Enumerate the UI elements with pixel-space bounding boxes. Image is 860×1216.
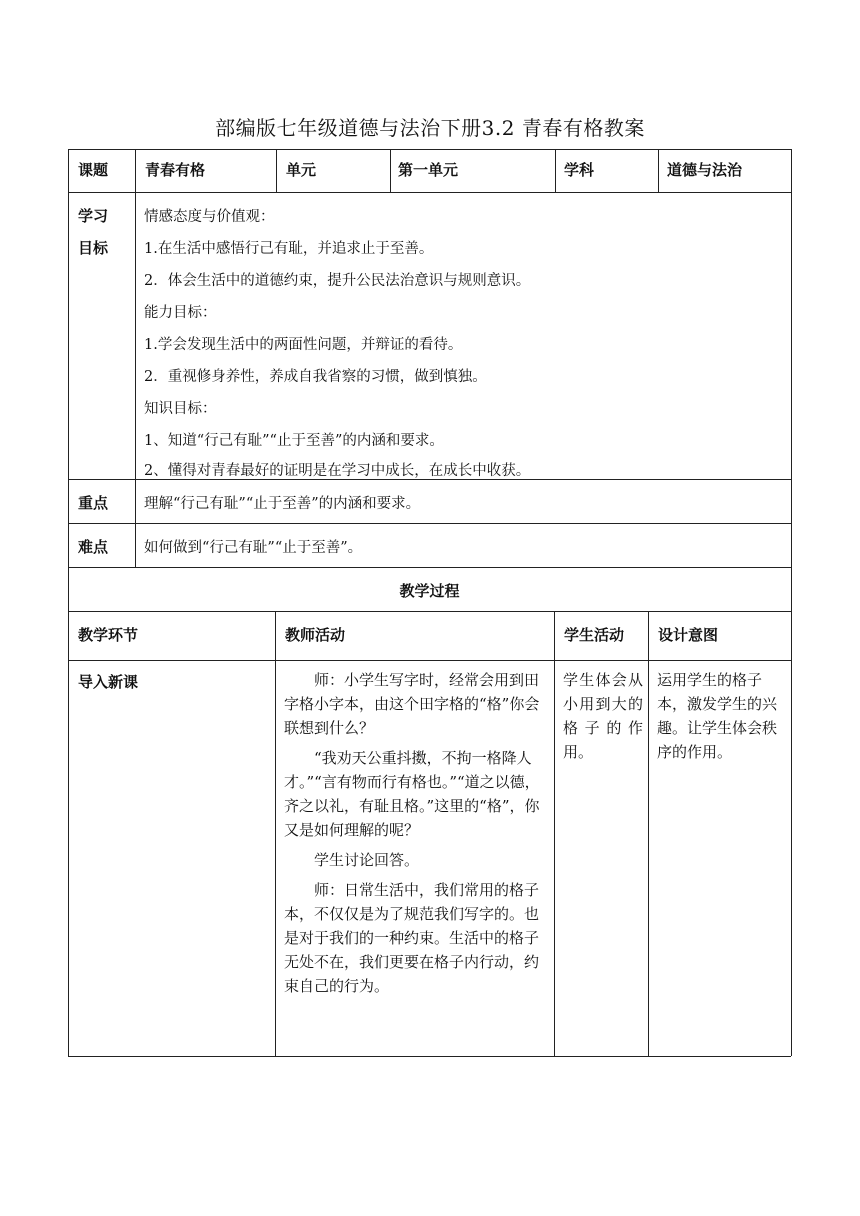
topic-value: 青春有格 [145, 161, 206, 179]
difficulty-label: 难点 [78, 538, 109, 556]
key-point-label: 重点 [78, 494, 109, 512]
key-point-text: 理解“行己有耻”“止于至善”的内涵和要求。 [144, 496, 421, 512]
column-header-teacher: 教师活动 [285, 626, 346, 644]
column-header-stage: 教学环节 [78, 626, 139, 644]
teacher-activity-cell [284, 668, 546, 998]
teacher-paragraph: 师：小学生写字时，经常会用到田字格小字本，由这个田字格的“格”你会联想到什么？ [284, 671, 540, 737]
objectives-label-line1: 学习 [78, 207, 109, 225]
subject-label: 学科 [564, 161, 595, 179]
objective-line: 1.在生活中感悟行己有耻，并追求止于至善。 [144, 241, 434, 257]
subject-value: 道德与法治 [667, 161, 743, 179]
topic-label: 课题 [78, 161, 109, 179]
objective-line: 知识目标： [144, 401, 217, 417]
objective-line: 1.学会发现生活中的两面性问题，并辩证的看待。 [144, 337, 463, 353]
document-title: 部编版七年级道德与法治下册3.2 青春有格教案 [215, 116, 645, 140]
column-header-student: 学生活动 [564, 626, 625, 644]
teacher-paragraph: 师：日常生活中，我们常用的格子本，不仅仅是为了规范我们写字的。也是对于我们的一种约束。生活中的格子无处不在，我们更要在格子内行动，约束自己的行为。 [284, 881, 540, 995]
difficulty-text: 如何做到“行己有耻”“止于至善”。 [144, 540, 363, 556]
objective-line: 2．体会生活中的道德约束，提升公民法治意识与规则意识。 [144, 273, 531, 289]
stage-cell: 导入新课 [78, 673, 139, 691]
objective-line: 1、知道“行己有耻”“止于至善”的内涵和要求。 [144, 433, 444, 449]
header-row [0, 149, 860, 192]
objective-line: 2、懂得对青春最好的证明是在学习中成长，在成长中收获。 [144, 463, 531, 479]
student-activity-cell: 学生体会从小用到大的格子的作用。 [563, 671, 643, 761]
unit-value: 第一单元 [398, 161, 459, 179]
design-intent-cell: 运用学生的格子本，激发学生的兴趣。让学生体会秩序的作用。 [657, 671, 778, 761]
teacher-paragraph: 学生讨论回答。 [314, 851, 420, 869]
process-title: 教学过程 [399, 582, 460, 600]
objective-line: 能力目标： [144, 305, 217, 321]
objective-line: 2．重视修身养性，养成自我省察的习惯，做到慎独。 [144, 369, 487, 385]
teacher-paragraph: “我劝天公重抖擞，不拘一格降人才。”“言有物而行有格也。”“道之以德，齐之以礼，有耻且格。”这里的“格”，你又是如何理解的呢？ [284, 749, 540, 839]
unit-label: 单元 [286, 161, 317, 179]
objective-line: 情感态度与价值观： [144, 209, 275, 225]
column-header-intent: 设计意图 [658, 626, 719, 644]
objectives-label-line2: 目标 [78, 239, 109, 257]
